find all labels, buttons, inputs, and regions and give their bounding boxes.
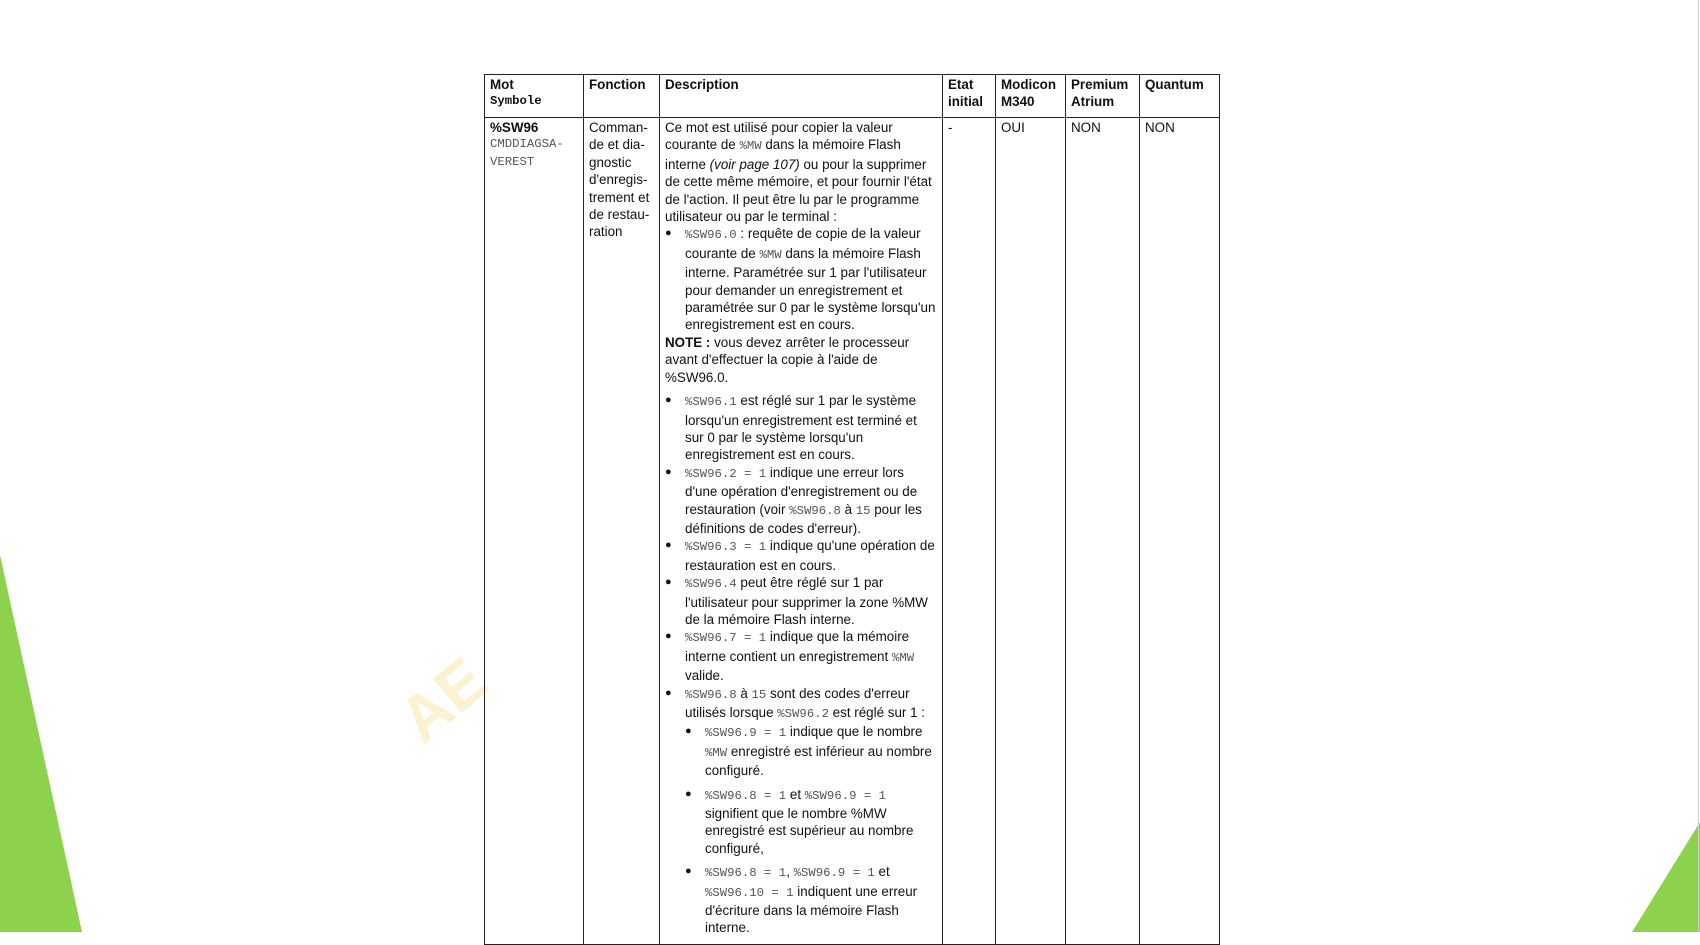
cell-description	[660, 118, 943, 945]
right-edge-line	[1698, 0, 1699, 932]
cell-modicon: OUI	[996, 118, 1066, 945]
cell-premium: NON	[1066, 118, 1140, 945]
description-intro: Ce mot est utilisé pour copier la valeur courante de %MW dans la mémoire Flash interne (voir page 107) ou pour la supprimer de cette même mémoire, et pour fournir l'état de l'action. Il peut être lu par le programme utilisateur ou par le terminal :	[665, 120, 932, 225]
table-header-row	[485, 75, 1220, 118]
sub-list-item: ● %SW96.8 = 1 et %SW96.9 = 1 signifient que le nombre %MW enregistré est supérieur au nombre configuré,	[685, 786, 937, 858]
list-item: ● %SW96.1 est réglé sur 1 par le système lorsqu'un enregistrement est terminé et sur 0 par le système lorsqu'un enregistrement est en cours.	[665, 392, 937, 464]
list-item: ● %SW96.0 : requête de copie de la valeur courante de %MW dans la mémoire Flash interne. Paramétrée sur 1 par l'utilisateur pour demander un enregistrement et paramétrée sur 0 par le système lorsqu'un enregistrement est en cours.	[665, 225, 937, 333]
header-quantum: Quantum	[1140, 75, 1220, 118]
sub-bullet-list	[685, 723, 937, 936]
header-description: Description	[660, 75, 943, 118]
cell-fonction: Comman-de et dia-gnostic d'enregis-trement et de restau-ration	[584, 118, 660, 945]
header-modicon: Modicon M340	[996, 75, 1066, 118]
cell-quantum: NON	[1140, 118, 1220, 945]
header-premium: Premium Atrium	[1066, 75, 1140, 118]
document-page	[484, 74, 1219, 936]
left-green-triangle-decoration	[0, 0, 90, 932]
list-item: ● %SW96.7 = 1 indique que la mémoire interne contient un enregistrement %MW valide.	[665, 628, 937, 684]
table-row	[485, 118, 1220, 945]
header-fonction: Fonction	[584, 75, 660, 118]
header-symbole: Symbole	[490, 94, 542, 109]
list-item: ● %SW96.2 = 1 indique une erreur lors d'une opération d'enregistrement ou de restauration (voir %SW96.8 à 15 pour les définitions de codes d'erreur).	[665, 464, 937, 538]
watermark-text: AE	[385, 643, 501, 756]
header-mot: Mot Symbole	[485, 75, 584, 118]
cell-mot	[485, 118, 584, 945]
bullet-list-2	[665, 392, 937, 937]
bullet-list-1	[665, 225, 937, 333]
cell-etat-initial: -	[943, 118, 996, 945]
sub-list-item: ● %SW96.9 = 1 indique que le nombre %MW enregistré est inférieur au nombre configuré.	[685, 723, 937, 779]
sub-list-item: ● %SW96.8 = 1, %SW96.9 = 1 et %SW96.10 = 1 indiquent une erreur d'écriture dans la mémoire Flash interne.	[685, 863, 937, 937]
right-green-triangle-decoration	[1630, 0, 1700, 932]
list-item: ● %SW96.8 à 15 sont des codes d'erreur utilisés lorsque %SW96.2 est réglé sur 1 : ● %SW96.9 = 1 indique que le nombre %MW enregistré est inférieur au nombre configuré. ● %SW96.8 = 1 et %SW96.9 = 1 signifient que le nombre %MW enregistré est supérieur au nombre configuré, ● %SW96.8 = 1, %SW96.9 = 1 et %SW96.10 = 1 indiquent une erreur d'écriture dans la mémoire Flash interne.	[665, 685, 937, 937]
note-paragraph: NOTE : vous devez arrêter le processeur avant d'effectuer la copie à l'aide de %SW96.0.	[665, 334, 910, 385]
header-etat-initial: Etat initial	[943, 75, 996, 118]
word-symbol: CMDDIAGSA-VEREST	[490, 137, 564, 169]
list-item: ● %SW96.3 = 1 indique qu'une opération de restauration est en cours.	[665, 537, 937, 574]
system-words-table	[484, 74, 1220, 945]
word-name: %SW96	[490, 120, 539, 135]
list-item: ● %SW96.4 peut être réglé sur 1 par l'utilisateur pour supprimer la zone %MW de la mémoire Flash interne.	[665, 574, 937, 628]
